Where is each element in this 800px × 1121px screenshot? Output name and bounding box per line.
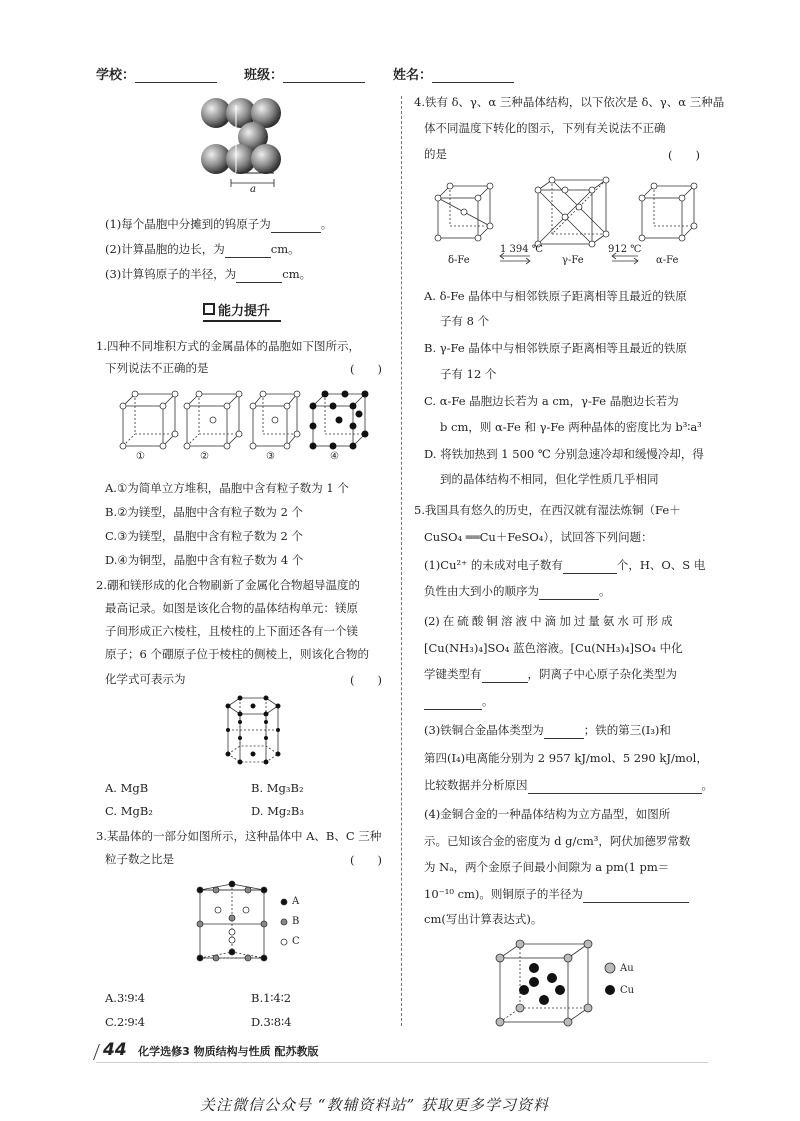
q5-line-14: 10⁻¹⁰ cm)。则铜原子的半径为 xyxy=(424,885,689,903)
q1-answer-paren: ( ) xyxy=(350,362,382,376)
q4-stem-2: 体不同温度下转化的图示，下列有关说法不正确 xyxy=(424,121,666,135)
name-field: 姓名： xyxy=(393,64,514,83)
q5-line-7: 学键类型有 ，阴离子中心原子杂化类型为 xyxy=(424,667,677,681)
q2-answer-paren: ( ) xyxy=(350,673,382,687)
footer-rule xyxy=(96,1062,708,1063)
q4-option-a-1: A. δ-Fe 晶体中与相邻铁原子距离相等且最近的铁原 xyxy=(424,289,687,303)
q4-label-alpha: α-Fe xyxy=(656,255,679,266)
q5-line-13: 为 Nₐ，两个金原子间最小间隙为 a pm(1 pm＝ xyxy=(424,860,670,874)
q5-line-15: cm(写出计算表达式)。 xyxy=(424,912,543,926)
q1-option-d: D.④为铜型，晶胞中含有粒子数为 4 个 xyxy=(105,553,304,567)
legend-b: B xyxy=(292,916,300,927)
q1-label-2: ② xyxy=(200,451,209,462)
q2-option-d: D. Mg₂B₃ xyxy=(251,804,304,818)
q3-option-d: D.3∶8∶4 xyxy=(251,1015,292,1029)
q5-line-11: (4)金铜合金的一种晶体结构为立方晶型，如图所 xyxy=(424,807,671,821)
q3-stem-2: 粒子数之比是 xyxy=(105,852,174,866)
column-divider xyxy=(401,96,402,1026)
q5-line-7b: 。 xyxy=(424,692,494,710)
q4-answer-paren: ( ) xyxy=(668,148,700,162)
q4-option-d-2: 到的晶体结构不相同，但化学性质几乎相同 xyxy=(440,472,659,486)
q4-option-b-1: B. γ-Fe 晶体中与相邻铁原子距离相等且最近的铁原 xyxy=(424,341,687,355)
q4-option-a-2: 子有 8 个 xyxy=(440,314,490,328)
q5-line-5: (2) 在 硫 酸 铜 溶 液 中 滴 加 过 量 氨 水 可 形 成 xyxy=(424,614,673,628)
edge-label-a: a xyxy=(250,184,256,195)
q2-stem-4: 原子；6 个硼原子位于棱柱的侧棱上，则该化合物的 xyxy=(105,647,369,661)
q5-line-8: (3)铁铜合金晶体类型为 ；铁的第三(I₃)和 xyxy=(424,723,671,737)
school-field: 学校： xyxy=(96,64,217,83)
wechat-notice: 关注微信公众号 “教辅资料站” 获取更多学习资料 xyxy=(200,1096,549,1114)
q0-line3: (3)计算钨原子的半径，为 cm。 xyxy=(105,267,312,281)
q5-line-2: CuSO₄ ══Cu＋FeSO₄），试回答下列问题： xyxy=(424,530,653,544)
q1-option-b: B.②为镁型，晶胞中含有粒子数为 2 个 xyxy=(105,505,304,519)
q4-label-delta: δ-Fe xyxy=(448,255,470,266)
q0-line1: (1)每个晶胞中分摊到的钨原子为 。 xyxy=(105,217,333,231)
q1-label-4: ④ xyxy=(330,451,339,462)
q3-option-b: B.1∶4∶2 xyxy=(251,991,292,1005)
q3-stem-1: 3.某晶体的一部分如图所示，这种晶体中 A、B、C 三种 xyxy=(96,829,382,843)
q2-option-b: B. Mg₃B₂ xyxy=(251,781,304,795)
q4-label-gamma: γ-Fe xyxy=(562,255,584,266)
tungsten-cell-figure xyxy=(196,95,286,195)
q2-stem-1: 2.硼和镁形成的化合物刷新了金属化合物超导温度的 xyxy=(96,578,360,592)
q2-option-c: C. MgB₂ xyxy=(105,804,153,818)
q1-cells-figure xyxy=(115,388,375,458)
q3-option-c: C.2∶9∶4 xyxy=(105,1015,145,1029)
q0-line2: (2)计算晶胞的边长，为 cm。 xyxy=(105,242,300,256)
q5-line-3: (1)Cu²⁺ 的未成对电子数有 个，H、O、S 电 xyxy=(424,558,706,572)
q4-option-c-1: C. α-Fe 晶胞边长若为 a cm，γ-Fe 晶胞边长若为 xyxy=(424,394,679,408)
legend-c: C xyxy=(292,936,300,947)
q5-line-10: 比较数据并分析原因 。 xyxy=(424,778,713,792)
q1-label-1: ① xyxy=(136,451,145,462)
q4-temp-2: 912 ℃ xyxy=(608,244,642,255)
q3-answer-paren: ( ) xyxy=(350,853,382,867)
legend-cu: Cu xyxy=(620,985,635,996)
q2-prism-figure xyxy=(218,694,288,774)
q2-stem-5: 化学式可表示为 xyxy=(105,672,186,686)
page-footer xyxy=(96,1040,318,1060)
q2-option-a: A. MgB xyxy=(105,781,149,795)
page-number: 44 xyxy=(103,1040,127,1060)
legend-au: Au xyxy=(620,963,634,974)
class-field: 班级： xyxy=(244,64,365,83)
q1-option-a: A.①为简单立方堆积，晶胞中含有粒子数为 1 个 xyxy=(105,481,349,495)
q5-line-6: [Cu(NH₃)₄]SO₄ 蓝色溶液。[Cu(NH₃)₄]SO₄ 中化 xyxy=(424,641,683,655)
q4-stem-1: 4.铁有 δ、γ、α 三种晶体结构，以下依次是 δ、γ、α 三种晶 xyxy=(414,95,725,109)
q4-temp-1: 1 394 ℃ xyxy=(500,244,543,255)
q4-option-c-2: b cm，则 α-Fe 和 γ-Fe 两种晶体的密度比为 b³∶a³ xyxy=(440,420,702,434)
q5-line-12: 示。已知该合金的密度为 d g/cm³，阿伏加德罗常数 xyxy=(424,834,691,848)
q5-line-4: 负性由大到小的顺序为 。 xyxy=(424,584,611,598)
q2-stem-3: 子间形成正六棱柱，且棱柱的上下面还各有一个镁 xyxy=(105,624,358,638)
q4-stem-3: 的是 xyxy=(424,147,447,161)
section-icon xyxy=(203,303,215,315)
legend-a: A xyxy=(292,896,300,907)
q2-stem-2: 最高记录。如图是该化合物的晶体结构单元：镁原 xyxy=(105,601,358,615)
q5-line-9: 第四(I₄)电离能分别为 2 957 kJ/mol、5 290 kJ/mol， xyxy=(424,751,708,765)
q4-iron-cells-figure xyxy=(430,178,700,253)
q1-stem-1: 1.四种不同堆积方式的金属晶体的晶胞如下图所示， xyxy=(96,339,360,353)
q3-prism-figure xyxy=(192,880,272,975)
q5-line-1: 5.我国具有悠久的历史，在西汉就有湿法炼铜（Fe＋ xyxy=(414,503,681,517)
section-title: 能力提升 xyxy=(203,300,281,322)
q1-label-3: ③ xyxy=(266,451,275,462)
q1-stem-2: 下列说法不正确的是 xyxy=(105,361,209,375)
q4-option-b-2: 子有 12 个 xyxy=(440,367,497,381)
q1-option-c: C.③为镁型，晶胞中含有粒子数为 2 个 xyxy=(105,529,303,543)
q4-option-d-1: D. 将铁加热到 1 500 ℃ 分别急速冷却和缓慢冷却，得 xyxy=(424,447,704,461)
q3-option-a: A.3∶9∶4 xyxy=(105,991,145,1005)
q5-alloy-cube-figure xyxy=(494,938,634,1028)
book-title: 化学选修3 物质结构与性质 配苏教版 xyxy=(138,1045,319,1058)
